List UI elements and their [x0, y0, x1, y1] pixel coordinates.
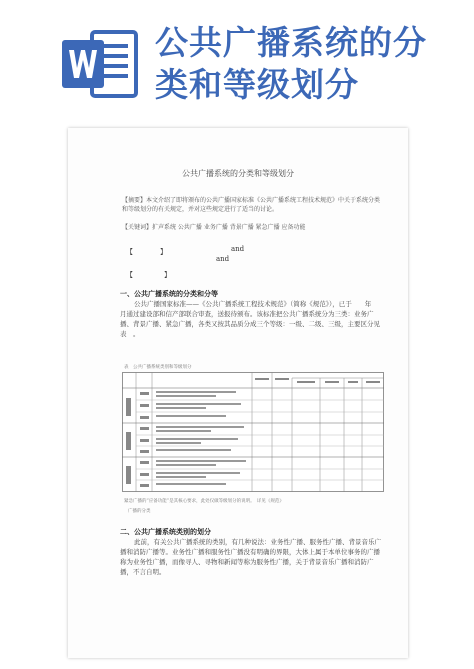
- header-banner: [0, 0, 474, 118]
- bracket-open-2: 【: [126, 271, 133, 279]
- bracket-open-1: 【: [126, 248, 133, 256]
- section2-paragraph: 此前，有关公共广播系统的类别，有几种说法：业务性广播、服务性广播、背景音乐广播和消防广播等。业务性广播和服务性广播没有明确的界限，大体上属于本单位事务的广播称为业务性广播，而像寻人、寻物和新闻等称为服务性广播，关于背景音乐广播和消防广播，不言自明。: [120, 538, 381, 576]
- document-page: [68, 128, 408, 658]
- word-document-icon: [62, 26, 140, 102]
- and-text-1: and: [231, 245, 245, 253]
- document-title: 公共广播系统的分类和等级划分: [182, 169, 294, 178]
- section2-heading: 二、公共广播系统类别的划分: [120, 528, 211, 536]
- bracket-close-1: 】: [160, 248, 167, 256]
- table-note-2: 广播的分类: [128, 509, 151, 514]
- section1-heading: 一、公共广播系统的分类和分等: [120, 290, 218, 298]
- header-title-line1: 公共广播系统的分: [155, 23, 427, 62]
- table-caption: 表 公共广播系统类别和等级划分: [124, 365, 192, 370]
- table-note: 紧急广播的“应备功能”是其核心要求，此处仅做等级划分的说明。 详见《规范》: [124, 499, 284, 504]
- bracket-close-2: 】: [164, 271, 171, 279]
- classification-table: [122, 372, 384, 492]
- header-title-line2: 类和等级划分: [155, 65, 359, 104]
- header-title: [155, 22, 460, 106]
- document-abstract: 【摘要】本文介绍了即将颁布的公共广播国家标准《公共广播系统工程技术规范》中关于系统分类和等级划分的有关规定，并对这些规定进行了适当的讨论。: [122, 197, 381, 213]
- and-text-2: and: [216, 255, 230, 263]
- section1-paragraph: 公共广播国家标准——《公共广播系统工程技术规范》（简称《规范》），已于 年 月通过建设部和信产部联合审查，送报待颁布。该标准把公共广播系统分为三类：业务广播、背景广播、紧急广播，各类又按其品质分成三个等级：一级、二级、三级，主要区分见表 。: [120, 300, 380, 338]
- document-keywords: 【关键词】扩声系统 公共广播 业务广播 背景广播 紧急广播 应备功能: [122, 224, 306, 231]
